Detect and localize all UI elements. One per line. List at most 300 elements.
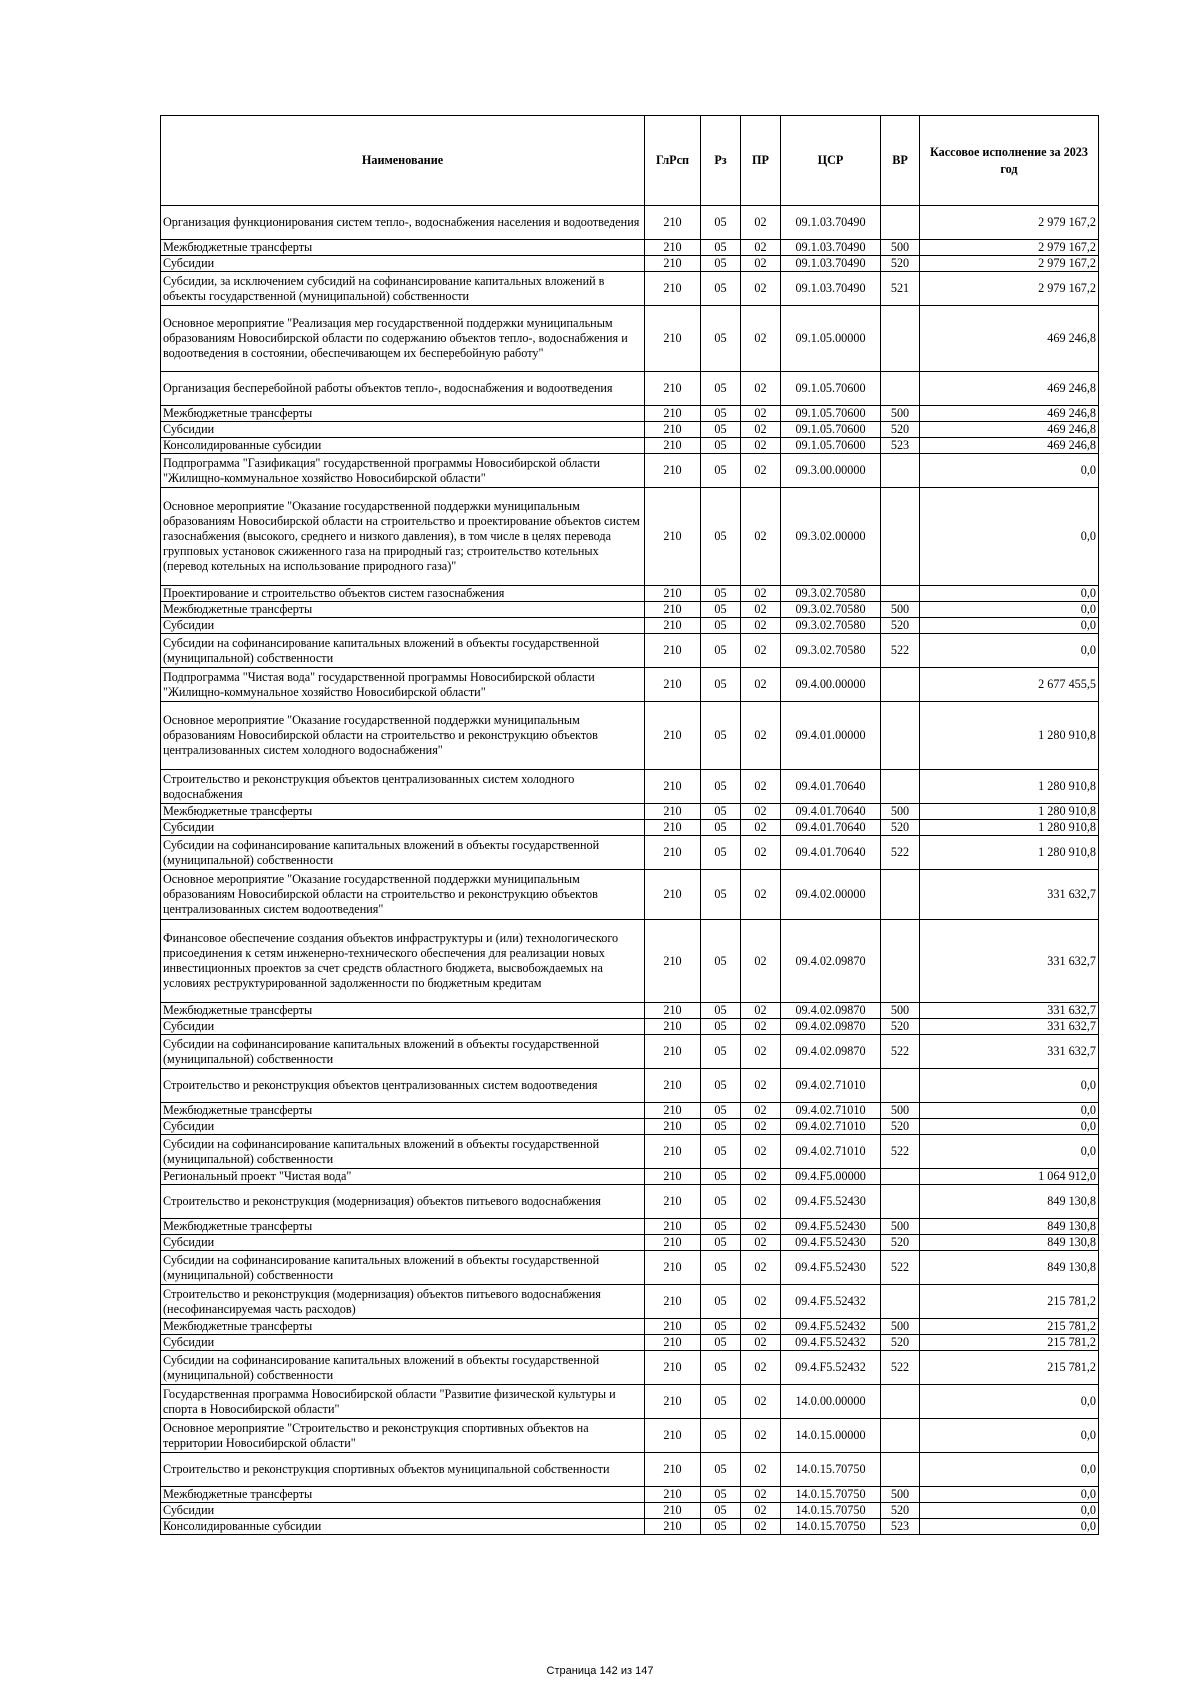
cell-glrsp: 210 — [645, 422, 701, 438]
cell-glrsp: 210 — [645, 804, 701, 820]
cell-glrsp: 210 — [645, 634, 701, 668]
cell-rz: 05 — [701, 770, 741, 804]
table-row — [161, 272, 1099, 306]
cell-vr: 500 — [881, 1219, 920, 1235]
cell-rz: 05 — [701, 602, 741, 618]
cell-rz: 05 — [701, 634, 741, 668]
cell-csr: 09.4.01.70640 — [781, 820, 881, 836]
cell-glrsp: 210 — [645, 240, 701, 256]
cell-pr: 02 — [741, 1335, 781, 1351]
cell-name: Основное мероприятие "Строительство и реконструкция спортивных объектов на территории Новосибирской области" — [161, 1419, 645, 1453]
cell-name: Субсидии — [161, 1019, 645, 1035]
cell-pr: 02 — [741, 1019, 781, 1035]
cell-csr: 09.1.03.70490 — [781, 256, 881, 272]
cell-name: Межбюджетные трансферты — [161, 1219, 645, 1235]
cell-rz: 05 — [701, 1319, 741, 1335]
cell-rz: 05 — [701, 702, 741, 770]
cell-pr: 02 — [741, 1351, 781, 1385]
cell-amount: 331 632,7 — [920, 870, 1099, 920]
cell-rz: 05 — [701, 306, 741, 372]
cell-name: Консолидированные субсидии — [161, 1519, 645, 1535]
table-row — [161, 836, 1099, 870]
cell-pr: 02 — [741, 256, 781, 272]
cell-pr: 02 — [741, 1319, 781, 1335]
cell-vr: 520 — [881, 1019, 920, 1035]
cell-amount: 469 246,8 — [920, 406, 1099, 422]
cell-amount: 849 130,8 — [920, 1219, 1099, 1235]
cell-csr: 09.4.00.00000 — [781, 668, 881, 702]
cell-glrsp: 210 — [645, 1235, 701, 1251]
cell-pr: 02 — [741, 488, 781, 586]
cell-glrsp: 210 — [645, 702, 701, 770]
cell-vr — [881, 488, 920, 586]
cell-vr — [881, 454, 920, 488]
cell-name: Финансовое обеспечение создания объектов инфраструктуры и (или) технологического присоединения к сетям инженерно-технического обеспечения для реализации новых инвестиционных проектов за счет средств областного бюджета, высвобождаемых на условиях реструктурированной задолженности по бюджетным кредитам — [161, 920, 645, 1003]
cell-csr: 09.4.01.70640 — [781, 804, 881, 820]
cell-glrsp: 210 — [645, 1285, 701, 1319]
table-row — [161, 206, 1099, 240]
cell-pr: 02 — [741, 586, 781, 602]
table-row — [161, 1103, 1099, 1119]
cell-vr: 500 — [881, 406, 920, 422]
cell-csr: 09.4.01.70640 — [781, 770, 881, 804]
cell-glrsp: 210 — [645, 372, 701, 406]
cell-amount: 215 781,2 — [920, 1285, 1099, 1319]
cell-rz: 05 — [701, 1219, 741, 1235]
cell-amount: 1 064 912,0 — [920, 1169, 1099, 1185]
cell-csr: 14.0.15.70750 — [781, 1487, 881, 1503]
cell-csr: 09.4.01.00000 — [781, 702, 881, 770]
cell-pr: 02 — [741, 1487, 781, 1503]
cell-name: Государственная программа Новосибирской области "Развитие физической культуры и спорта в Новосибирской области" — [161, 1385, 645, 1419]
cell-pr: 02 — [741, 206, 781, 240]
table-row — [161, 1419, 1099, 1453]
cell-glrsp: 210 — [645, 488, 701, 586]
cell-amount: 2 979 167,2 — [920, 240, 1099, 256]
cell-pr: 02 — [741, 920, 781, 1003]
cell-glrsp: 210 — [645, 1419, 701, 1453]
table-row — [161, 240, 1099, 256]
cell-glrsp: 210 — [645, 870, 701, 920]
cell-glrsp: 210 — [645, 1169, 701, 1185]
cell-pr: 02 — [741, 438, 781, 454]
cell-amount: 1 280 910,8 — [920, 836, 1099, 870]
table-row — [161, 1135, 1099, 1169]
cell-name: Организация функционирования систем тепло-, водоснабжения населения и водоотведения — [161, 206, 645, 240]
cell-pr: 02 — [741, 372, 781, 406]
cell-name: Субсидии на софинансирование капитальных вложений в объекты государственной (муниципальной) собственности — [161, 836, 645, 870]
cell-name: Субсидии — [161, 1119, 645, 1135]
cell-name: Строительство и реконструкция (модернизация) объектов питьевого водоснабжения (несофинансируемая часть расходов) — [161, 1285, 645, 1319]
table-row — [161, 1319, 1099, 1335]
cell-csr: 09.4.02.09870 — [781, 1035, 881, 1069]
cell-rz: 05 — [701, 1119, 741, 1135]
cell-csr: 09.4.F5.00000 — [781, 1169, 881, 1185]
cell-pr: 02 — [741, 1519, 781, 1535]
cell-csr: 14.0.00.00000 — [781, 1385, 881, 1419]
cell-rz: 05 — [701, 618, 741, 634]
cell-csr: 09.4.02.71010 — [781, 1069, 881, 1103]
table-row — [161, 586, 1099, 602]
cell-name: Консолидированные субсидии — [161, 438, 645, 454]
cell-glrsp: 210 — [645, 1135, 701, 1169]
cell-vr: 520 — [881, 256, 920, 272]
table-row — [161, 1003, 1099, 1019]
cell-vr — [881, 870, 920, 920]
cell-rz: 05 — [701, 272, 741, 306]
table-row — [161, 1235, 1099, 1251]
cell-amount: 0,0 — [920, 618, 1099, 634]
cell-glrsp: 210 — [645, 820, 701, 836]
cell-csr: 09.4.02.71010 — [781, 1103, 881, 1119]
cell-name: Субсидии — [161, 1335, 645, 1351]
cell-rz: 05 — [701, 1135, 741, 1169]
cell-glrsp: 210 — [645, 1185, 701, 1219]
cell-glrsp: 210 — [645, 1069, 701, 1103]
cell-csr: 09.3.02.70580 — [781, 618, 881, 634]
cell-glrsp: 210 — [645, 1453, 701, 1487]
table-row — [161, 602, 1099, 618]
cell-pr: 02 — [741, 1119, 781, 1135]
cell-vr: 523 — [881, 438, 920, 454]
cell-name: Подпрограмма "Газификация" государственной программы Новосибирской области "Жилищно-коммунальное хозяйство Новосибирской области" — [161, 454, 645, 488]
cell-name: Проектирование и строительство объектов систем газоснабжения — [161, 586, 645, 602]
cell-amount: 2 677 455,5 — [920, 668, 1099, 702]
cell-vr — [881, 1069, 920, 1103]
cell-vr — [881, 770, 920, 804]
cell-name: Межбюджетные трансферты — [161, 406, 645, 422]
table-row — [161, 306, 1099, 372]
cell-vr: 520 — [881, 820, 920, 836]
cell-glrsp: 210 — [645, 1351, 701, 1385]
table-row — [161, 1019, 1099, 1035]
cell-glrsp: 210 — [645, 306, 701, 372]
cell-rz: 05 — [701, 206, 741, 240]
cell-rz: 05 — [701, 1069, 741, 1103]
cell-pr: 02 — [741, 1135, 781, 1169]
cell-name: Субсидии на софинансирование капитальных вложений в объекты государственной (муниципальной) собственности — [161, 1351, 645, 1385]
cell-glrsp: 210 — [645, 1119, 701, 1135]
cell-amount: 2 979 167,2 — [920, 272, 1099, 306]
cell-glrsp: 210 — [645, 272, 701, 306]
cell-name: Межбюджетные трансферты — [161, 1103, 645, 1119]
cell-csr: 14.0.15.70750 — [781, 1519, 881, 1535]
cell-csr: 14.0.15.00000 — [781, 1419, 881, 1453]
cell-pr: 02 — [741, 1419, 781, 1453]
cell-glrsp: 210 — [645, 920, 701, 1003]
cell-name: Субсидии — [161, 256, 645, 272]
cell-name: Субсидии на софинансирование капитальных вложений в объекты государственной (муниципальной) собственности — [161, 1035, 645, 1069]
cell-name: Межбюджетные трансферты — [161, 1003, 645, 1019]
cell-pr: 02 — [741, 836, 781, 870]
cell-pr: 02 — [741, 668, 781, 702]
cell-rz: 05 — [701, 1419, 741, 1453]
cell-amount: 0,0 — [920, 586, 1099, 602]
cell-rz: 05 — [701, 1185, 741, 1219]
cell-amount: 849 130,8 — [920, 1251, 1099, 1285]
cell-pr: 02 — [741, 634, 781, 668]
cell-vr — [881, 1169, 920, 1185]
cell-amount: 1 280 910,8 — [920, 820, 1099, 836]
cell-name: Субсидии — [161, 1503, 645, 1519]
cell-name: Субсидии на софинансирование капитальных вложений в объекты государственной (муниципальной) собственности — [161, 1135, 645, 1169]
table-row — [161, 1519, 1099, 1535]
cell-csr: 09.1.05.70600 — [781, 438, 881, 454]
header-glrsp: ГлРсп — [645, 116, 701, 206]
cell-csr: 09.3.00.00000 — [781, 454, 881, 488]
cell-glrsp: 210 — [645, 1335, 701, 1351]
cell-glrsp: 210 — [645, 836, 701, 870]
cell-amount: 1 280 910,8 — [920, 702, 1099, 770]
table-row — [161, 634, 1099, 668]
cell-vr — [881, 586, 920, 602]
page-number: Страница 142 из 147 — [546, 1665, 654, 1677]
cell-amount: 331 632,7 — [920, 1019, 1099, 1035]
cell-rz: 05 — [701, 820, 741, 836]
cell-vr: 520 — [881, 1235, 920, 1251]
cell-vr: 520 — [881, 422, 920, 438]
cell-glrsp: 210 — [645, 1019, 701, 1035]
cell-rz: 05 — [701, 1487, 741, 1503]
cell-amount: 2 979 167,2 — [920, 256, 1099, 272]
cell-amount: 0,0 — [920, 1503, 1099, 1519]
cell-rz: 05 — [701, 1103, 741, 1119]
cell-pr: 02 — [741, 804, 781, 820]
cell-name: Основное мероприятие "Реализация мер государственной поддержки муниципальным образованиям Новосибирской области по содержанию объектов тепло-, водоснабжения и водоотведения в состоянии, обеспечивающем их бесперебойную работу" — [161, 306, 645, 372]
cell-vr: 520 — [881, 1119, 920, 1135]
cell-vr: 500 — [881, 1319, 920, 1335]
cell-amount: 0,0 — [920, 1487, 1099, 1503]
cell-name: Субсидии — [161, 1235, 645, 1251]
cell-rz: 05 — [701, 454, 741, 488]
table-row — [161, 372, 1099, 406]
cell-pr: 02 — [741, 870, 781, 920]
cell-csr: 09.1.03.70490 — [781, 240, 881, 256]
cell-csr: 09.3.02.00000 — [781, 488, 881, 586]
header-csr: ЦСР — [781, 116, 881, 206]
cell-rz: 05 — [701, 422, 741, 438]
cell-glrsp: 210 — [645, 602, 701, 618]
cell-rz: 05 — [701, 438, 741, 454]
cell-rz: 05 — [701, 1351, 741, 1385]
cell-rz: 05 — [701, 870, 741, 920]
cell-glrsp: 210 — [645, 586, 701, 602]
cell-rz: 05 — [701, 668, 741, 702]
cell-amount: 0,0 — [920, 1519, 1099, 1535]
cell-pr: 02 — [741, 1103, 781, 1119]
table-row — [161, 804, 1099, 820]
cell-vr — [881, 1285, 920, 1319]
header-name: Наименование — [161, 116, 645, 206]
cell-rz: 05 — [701, 1453, 741, 1487]
table-row — [161, 1335, 1099, 1351]
cell-amount: 1 280 910,8 — [920, 804, 1099, 820]
cell-rz: 05 — [701, 1019, 741, 1035]
table-row — [161, 1251, 1099, 1285]
cell-vr — [881, 1453, 920, 1487]
cell-name: Субсидии — [161, 618, 645, 634]
cell-pr: 02 — [741, 702, 781, 770]
cell-rz: 05 — [701, 488, 741, 586]
cell-name: Межбюджетные трансферты — [161, 602, 645, 618]
cell-csr: 09.4.F5.52430 — [781, 1235, 881, 1251]
cell-csr: 09.4.02.00000 — [781, 870, 881, 920]
cell-vr: 500 — [881, 602, 920, 618]
cell-vr — [881, 1185, 920, 1219]
cell-rz: 05 — [701, 406, 741, 422]
cell-amount: 0,0 — [920, 1135, 1099, 1169]
table-body — [161, 206, 1099, 1535]
cell-rz: 05 — [701, 1285, 741, 1319]
cell-amount: 331 632,7 — [920, 920, 1099, 1003]
table-row — [161, 668, 1099, 702]
cell-amount: 0,0 — [920, 1103, 1099, 1119]
cell-pr: 02 — [741, 1035, 781, 1069]
cell-name: Строительство и реконструкция объектов централизованных систем холодного водоснабжения — [161, 770, 645, 804]
cell-pr: 02 — [741, 1503, 781, 1519]
cell-vr — [881, 372, 920, 406]
header-rz: Рз — [701, 116, 741, 206]
table-row — [161, 920, 1099, 1003]
cell-name: Субсидии на софинансирование капитальных вложений в объекты государственной (муниципальной) собственности — [161, 1251, 645, 1285]
cell-vr — [881, 206, 920, 240]
cell-rz: 05 — [701, 372, 741, 406]
cell-rz: 05 — [701, 240, 741, 256]
cell-pr: 02 — [741, 406, 781, 422]
table-row — [161, 702, 1099, 770]
cell-csr: 09.4.02.09870 — [781, 1019, 881, 1035]
cell-amount: 215 781,2 — [920, 1335, 1099, 1351]
cell-amount: 469 246,8 — [920, 422, 1099, 438]
cell-amount: 0,0 — [920, 1069, 1099, 1103]
cell-amount: 0,0 — [920, 1385, 1099, 1419]
cell-name: Организация бесперебойной работы объектов тепло-, водоснабжения и водоотведения — [161, 372, 645, 406]
cell-rz: 05 — [701, 804, 741, 820]
cell-pr: 02 — [741, 1169, 781, 1185]
cell-vr: 522 — [881, 1135, 920, 1169]
cell-csr: 09.1.05.70600 — [781, 406, 881, 422]
cell-name: Межбюджетные трансферты — [161, 240, 645, 256]
cell-csr: 09.3.02.70580 — [781, 634, 881, 668]
cell-vr — [881, 920, 920, 1003]
cell-pr: 02 — [741, 240, 781, 256]
cell-glrsp: 210 — [645, 1035, 701, 1069]
cell-csr: 09.4.F5.52430 — [781, 1185, 881, 1219]
cell-csr: 09.4.F5.52432 — [781, 1285, 881, 1319]
cell-name: Субсидии на софинансирование капитальных вложений в объекты государственной (муниципальной) собственности — [161, 634, 645, 668]
cell-rz: 05 — [701, 836, 741, 870]
cell-amount: 0,0 — [920, 1453, 1099, 1487]
cell-csr: 09.1.05.70600 — [781, 422, 881, 438]
cell-amount: 0,0 — [920, 454, 1099, 488]
table-row — [161, 618, 1099, 634]
cell-name: Субсидии — [161, 820, 645, 836]
table-row — [161, 256, 1099, 272]
cell-pr: 02 — [741, 1453, 781, 1487]
cell-amount: 469 246,8 — [920, 372, 1099, 406]
cell-csr: 09.4.01.70640 — [781, 836, 881, 870]
cell-vr: 522 — [881, 1251, 920, 1285]
cell-name: Строительство и реконструкция (модернизация) объектов питьевого водоснабжения — [161, 1185, 645, 1219]
cell-csr: 14.0.15.70750 — [781, 1453, 881, 1487]
cell-name: Субсидии — [161, 422, 645, 438]
table-row — [161, 1503, 1099, 1519]
cell-pr: 02 — [741, 820, 781, 836]
cell-pr: 02 — [741, 1385, 781, 1419]
table-row — [161, 870, 1099, 920]
table-row — [161, 1119, 1099, 1135]
cell-name: Межбюджетные трансферты — [161, 804, 645, 820]
header-amount: Кассовое исполнение за 2023 год — [920, 116, 1099, 206]
cell-pr: 02 — [741, 1285, 781, 1319]
cell-pr: 02 — [741, 422, 781, 438]
cell-name: Подпрограмма "Чистая вода" государственной программы Новосибирской области "Жилищно-коммунальное хозяйство Новосибирской области" — [161, 668, 645, 702]
cell-amount: 1 280 910,8 — [920, 770, 1099, 804]
cell-vr — [881, 306, 920, 372]
cell-vr: 500 — [881, 804, 920, 820]
table-row — [161, 1453, 1099, 1487]
cell-amount: 0,0 — [920, 1419, 1099, 1453]
cell-vr: 523 — [881, 1519, 920, 1535]
cell-name: Основное мероприятие "Оказание государственной поддержки муниципальным образованиям Новосибирской области на строительство и реконструкцию объектов централизованных систем холодного водоснабжения" — [161, 702, 645, 770]
cell-rz: 05 — [701, 1035, 741, 1069]
cell-csr: 09.4.F5.52430 — [781, 1219, 881, 1235]
table-row — [161, 1487, 1099, 1503]
table-row — [161, 770, 1099, 804]
cell-pr: 02 — [741, 454, 781, 488]
cell-name: Межбюджетные трансферты — [161, 1319, 645, 1335]
header-pr: ПР — [741, 116, 781, 206]
cell-csr: 09.3.02.70580 — [781, 602, 881, 618]
cell-rz: 05 — [701, 1519, 741, 1535]
cell-csr: 09.4.02.09870 — [781, 1003, 881, 1019]
cell-glrsp: 210 — [645, 1319, 701, 1335]
cell-vr: 521 — [881, 272, 920, 306]
cell-glrsp: 210 — [645, 770, 701, 804]
cell-vr: 520 — [881, 1335, 920, 1351]
cell-vr: 522 — [881, 1351, 920, 1385]
cell-csr: 09.4.02.09870 — [781, 920, 881, 1003]
table-header-row — [161, 116, 1099, 206]
cell-csr: 09.4.02.71010 — [781, 1119, 881, 1135]
table-row — [161, 820, 1099, 836]
cell-name: Строительство и реконструкция объектов централизованных систем водоотведения — [161, 1069, 645, 1103]
cell-amount: 469 246,8 — [920, 306, 1099, 372]
cell-name: Основное мероприятие "Оказание государственной поддержки муниципальным образованиям Новосибирской области на строительство и реконструкцию объектов централизованных систем водоотведения" — [161, 870, 645, 920]
cell-csr: 09.1.03.70490 — [781, 272, 881, 306]
table-row — [161, 1169, 1099, 1185]
table-row — [161, 1385, 1099, 1419]
table-row — [161, 1351, 1099, 1385]
cell-glrsp: 210 — [645, 454, 701, 488]
cell-rz: 05 — [701, 920, 741, 1003]
cell-name: Субсидии, за исключением субсидий на софинансирование капитальных вложений в объекты государственной (муниципальной) собственности — [161, 272, 645, 306]
cell-name: Строительство и реконструкция спортивных объектов муниципальной собственности — [161, 1453, 645, 1487]
cell-amount: 0,0 — [920, 634, 1099, 668]
table-row — [161, 488, 1099, 586]
cell-vr — [881, 668, 920, 702]
cell-vr: 522 — [881, 634, 920, 668]
table-row — [161, 1219, 1099, 1235]
cell-amount: 0,0 — [920, 602, 1099, 618]
cell-amount: 469 246,8 — [920, 438, 1099, 454]
cell-name: Основное мероприятие "Оказание государственной поддержки муниципальным образованиям Новосибирской области на строительство и проектирование объектов систем газоснабжения (высокого, среднего и низкого давления), в том числе в целях перевода групповых установок сжиженного газа на природный газ; строительство котельных (перевод котельных на использование природного газа)" — [161, 488, 645, 586]
cell-amount: 849 130,8 — [920, 1235, 1099, 1251]
cell-pr: 02 — [741, 1235, 781, 1251]
cell-pr: 02 — [741, 1251, 781, 1285]
table-row — [161, 1069, 1099, 1103]
cell-vr: 522 — [881, 836, 920, 870]
